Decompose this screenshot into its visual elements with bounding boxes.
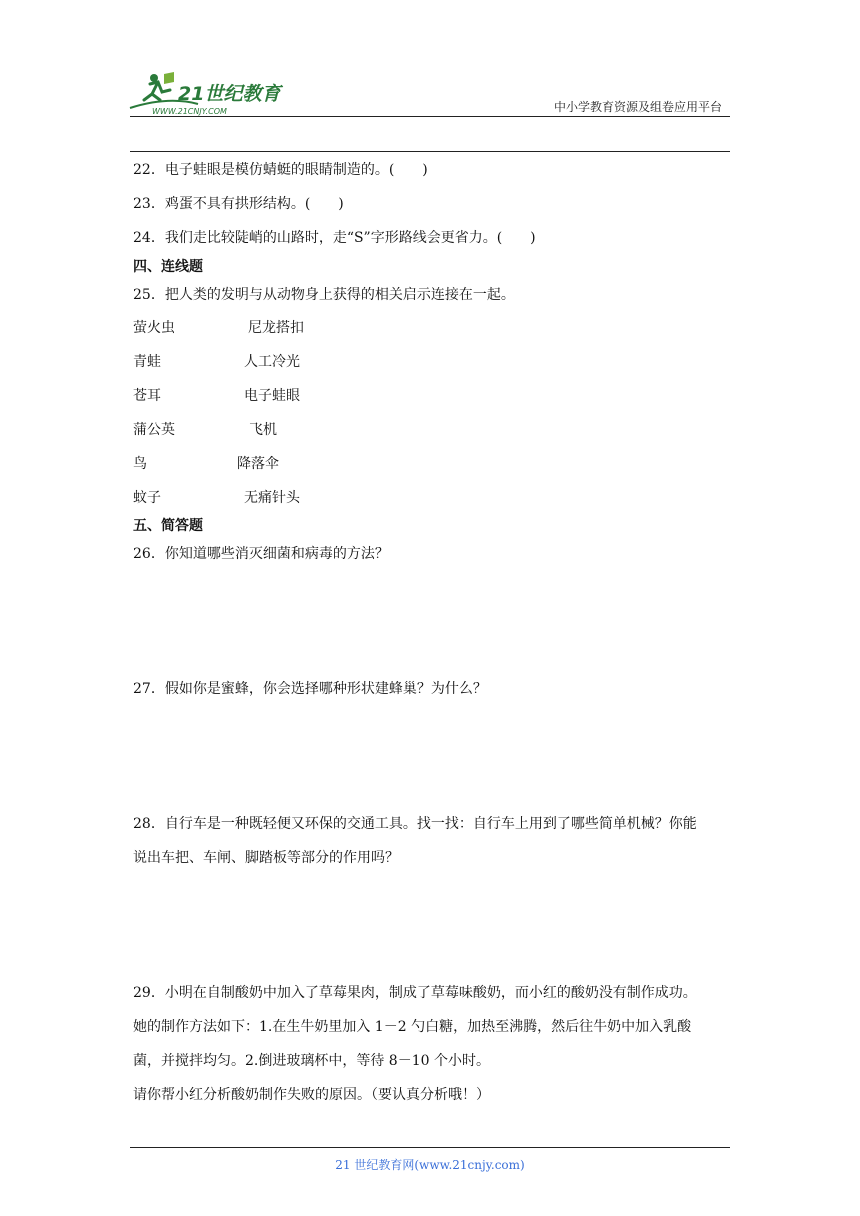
question-29-line-2: 她的制作方法如下：1.在生牛奶里加入 1－2 勺白糖，加热至沸腾，然后往牛奶中加入乳酸 [133, 1019, 692, 1035]
match-left-item: 蒲公英 [133, 422, 175, 438]
match-right-item: 飞机 [249, 422, 277, 438]
logo-text: 21世纪教育 [178, 83, 281, 105]
site-logo [128, 70, 288, 116]
question-27: 27．假如你是蜜蜂，你会选择哪种形状建蜂巢？为什么？ [133, 681, 487, 697]
match-left-item: 苍耳 [133, 388, 161, 404]
question-25: 25．把人类的发明与从动物身上获得的相关启示连接在一起。 [133, 287, 515, 303]
question-28-line-1: 28．自行车是一种既轻便又环保的交通工具。找一找：自行车上用到了哪些简单机械？你能 [133, 816, 697, 832]
header-rule-thin [130, 116, 730, 117]
match-left-item: 蚊子 [133, 490, 161, 506]
question-22: 22．电子蛙眼是模仿蜻蜓的眼睛制造的。( ) [133, 162, 428, 178]
footer-text: 21 世纪教育网(www.21cnjy.com) [335, 1158, 525, 1172]
question-29-line-3: 菌，并搅拌均匀。2.倒进玻璃杯中，等待 8－10 个小时。 [133, 1053, 490, 1069]
question-29-line-4: 请你帮小红分析酸奶制作失败的原因。（要认真分析哦！） [133, 1087, 490, 1103]
footer-rule [130, 1147, 730, 1148]
match-left-item: 鸟 [133, 456, 147, 472]
question-26: 26．你知道哪些消灭细菌和病毒的方法？ [133, 546, 389, 562]
question-28-line-2: 说出车把、车闸、脚踏板等部分的作用吗？ [133, 850, 399, 866]
question-23: 23．鸡蛋不具有拱形结构。( ) [133, 196, 344, 212]
section-title-matching: 四、连线题 [133, 259, 203, 275]
section-title-short-answer: 五、简答题 [133, 518, 203, 534]
header-rule [130, 151, 730, 152]
header-platform-text: 中小学教育资源及组卷应用平台 [553, 100, 722, 114]
question-24: 24．我们走比较陡峭的山路时，走“S”字形路线会更省力。( ) [133, 230, 536, 246]
match-right-item: 无痛针头 [244, 490, 300, 506]
logo-url: WWW.21CNJY.COM [152, 107, 227, 116]
question-29-line-1: 29．小明在自制酸奶中加入了草莓果肉，制成了草莓味酸奶，而小红的酸奶没有制作成功。 [133, 985, 697, 1001]
match-right-item: 降落伞 [237, 456, 279, 472]
match-right-item: 尼龙搭扣 [248, 320, 304, 336]
match-left-item: 青蛙 [133, 354, 161, 370]
match-left-item: 萤火虫 [133, 320, 175, 336]
match-right-item: 电子蛙眼 [244, 388, 300, 404]
match-right-item: 人工冷光 [244, 354, 300, 370]
